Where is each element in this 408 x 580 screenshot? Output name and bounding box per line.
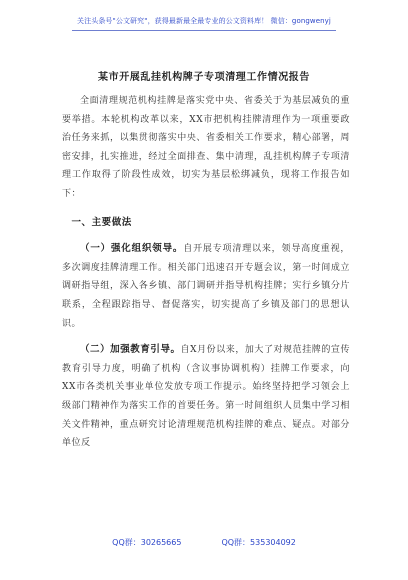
footer-contact	[0, 537, 408, 548]
document-title: 某市开展乱挂机构牌子专项清理工作情况报告	[98, 72, 310, 83]
section-heading-main-practices: 一、主要做法	[71, 216, 132, 228]
document-body	[62, 92, 350, 453]
item-lead-education: （二）加强教育引导。	[80, 344, 181, 356]
intro-paragraph: 全面清理规范机构挂牌是落实党中央、省委关于为基层减负的重要举措。本轮机构改革以来，XX市把机构挂牌清理作为一项重要政治任务来抓，以集贯彻落实中央、省委相关工作要求，精心部署，周密安排，扎实推进，经过全面排查、集中清理，乱挂机构牌子专项清理工作取得了阶段性成效，切实为基层松绑减负，现将工作报告如下：	[62, 96, 350, 199]
item-paragraph-organization	[62, 240, 350, 333]
item-body-organization: 自开展专项清理以来，领导高度重视，多次调度挂牌清理工作。相关部门迅速召开专题会议，第一时间成立调研指导组，深入各乡镇、部门调研并指导机构挂牌；实行乡镇分片联系，全程跟踪指导、督促落实，切实提高了乡镇及部门的思想认识。	[62, 244, 350, 329]
item-body-education: 自X月份以来，加大了对规范挂牌的宣传教育引导力度，明确了机构（含议事协调机构）挂牌工作要求，向XX市各类机关事业单位发放专项工作提示。始终坚持把学习领会上级部门精神作为落实工作的首要任务。第一时间组织人员集中学习相关文件精神，重点研究讨论清理规范机构挂牌的难点、疑点。对部分单位反	[62, 345, 350, 449]
item-paragraph-education	[62, 341, 350, 453]
item-lead-organization: （一）强化组织领导。	[80, 243, 184, 255]
footer-qq-group-2: QQ群：535304092	[221, 538, 296, 547]
header-promo-note: 关注头条号"公文研究"，获得最新最全最专业的公文资料库！ 微信：gongwenyj	[77, 17, 331, 25]
footer-qq-group-1: QQ群：30265665	[112, 538, 182, 547]
header-divider	[72, 30, 336, 31]
